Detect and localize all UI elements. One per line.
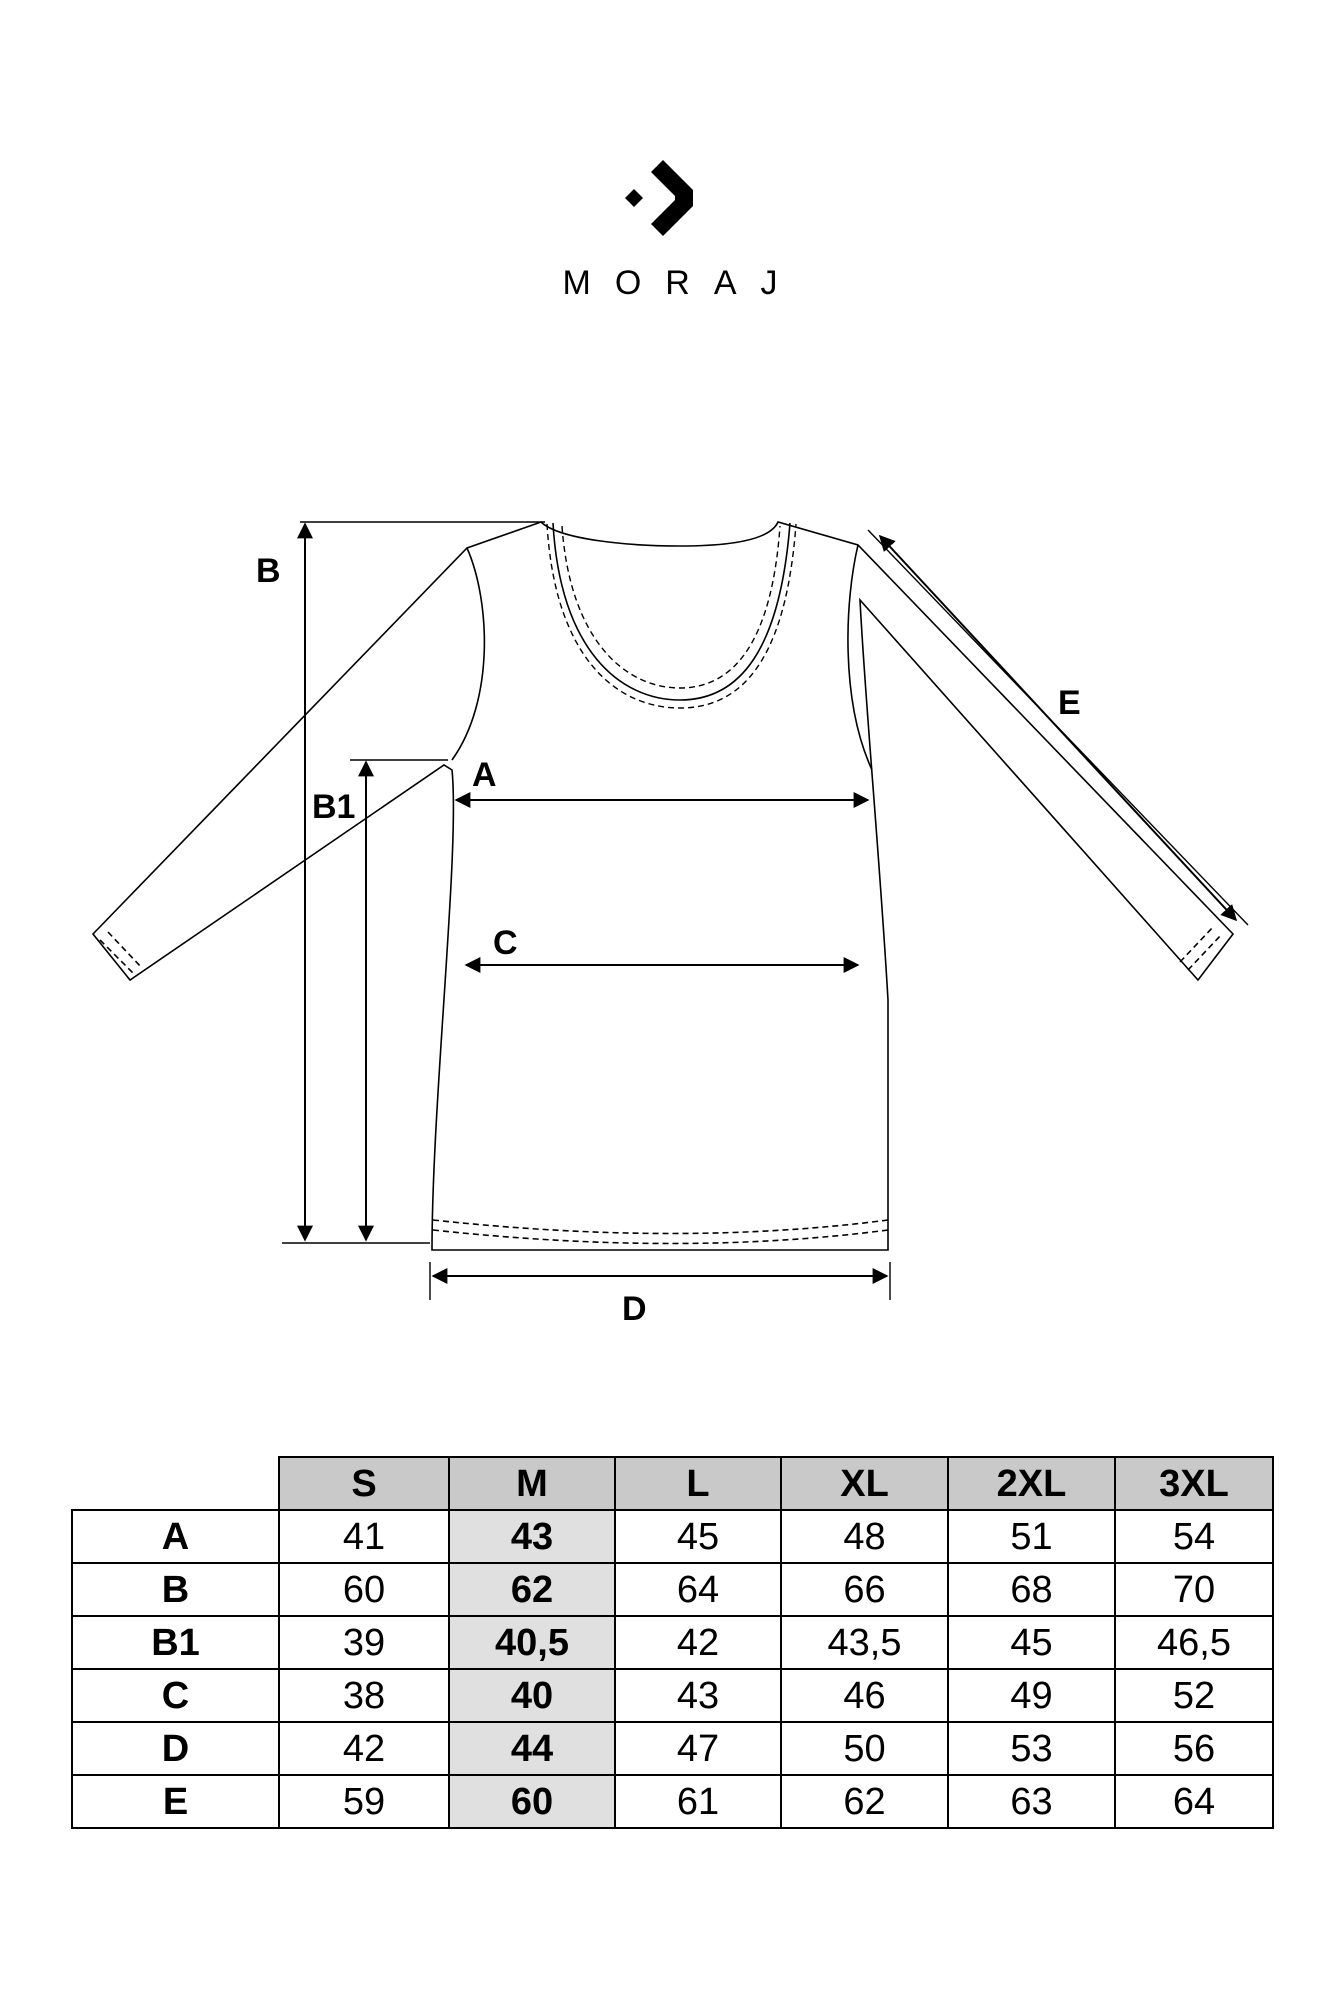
table-cell: 68: [948, 1563, 1115, 1616]
label-b: B: [256, 552, 281, 590]
table-cell: 52: [1115, 1669, 1273, 1722]
shirt-outline: [93, 522, 1233, 1250]
size-header-xl: XL: [781, 1457, 948, 1510]
table-cell: 64: [1115, 1775, 1273, 1828]
table-cell: 53: [948, 1722, 1115, 1775]
table-cell-highlight: 43: [449, 1510, 615, 1563]
table-cell: 62: [781, 1775, 948, 1828]
table-cell: 43,5: [781, 1616, 948, 1669]
table-cell: 54: [1115, 1510, 1273, 1563]
table-cell: 49: [948, 1669, 1115, 1722]
table-cell-highlight: 60: [449, 1775, 615, 1828]
table-cell-highlight: 40,5: [449, 1616, 615, 1669]
label-b1: B1: [312, 788, 356, 826]
table-cell: 66: [781, 1563, 948, 1616]
size-table: [71, 1456, 1274, 1829]
table-cell: 39: [279, 1616, 449, 1669]
table-cell: 59: [279, 1775, 449, 1828]
table-cell: 50: [781, 1722, 948, 1775]
table-row: [72, 1563, 1273, 1616]
table-cell: 41: [279, 1510, 449, 1563]
table-cell: 43: [615, 1669, 781, 1722]
table-cell-highlight: 62: [449, 1563, 615, 1616]
row-label: A: [72, 1510, 279, 1563]
size-header-s: S: [279, 1457, 449, 1510]
size-header-m: M: [449, 1457, 615, 1510]
row-label: E: [72, 1775, 279, 1828]
row-label: B: [72, 1563, 279, 1616]
table-cell: 47: [615, 1722, 781, 1775]
row-label: C: [72, 1669, 279, 1722]
table-cell-highlight: 44: [449, 1722, 615, 1775]
size-header-l: L: [615, 1457, 781, 1510]
size-header-3xl: 3XL: [1115, 1457, 1273, 1510]
table-cell: 42: [279, 1722, 449, 1775]
table-row: [72, 1616, 1273, 1669]
table-cell: 61: [615, 1775, 781, 1828]
table-cell: 60: [279, 1563, 449, 1616]
row-label: D: [72, 1722, 279, 1775]
table-cell: 46,5: [1115, 1616, 1273, 1669]
label-e: E: [1058, 684, 1081, 722]
table-row: [72, 1722, 1273, 1775]
table-cell: 70: [1115, 1563, 1273, 1616]
size-header-row: [72, 1457, 1273, 1510]
label-d: D: [622, 1290, 647, 1328]
size-header-2xl: 2XL: [948, 1457, 1115, 1510]
table-cell: 48: [781, 1510, 948, 1563]
table-cell: 45: [615, 1510, 781, 1563]
table-cell: 63: [948, 1775, 1115, 1828]
label-c: C: [493, 924, 518, 962]
label-a: A: [472, 756, 497, 794]
table-cell: 46: [781, 1669, 948, 1722]
table-cell: 64: [615, 1563, 781, 1616]
table-row: [72, 1775, 1273, 1828]
table-cell: 38: [279, 1669, 449, 1722]
table-cell: 42: [615, 1616, 781, 1669]
table-corner: [72, 1457, 279, 1510]
table-cell: 51: [948, 1510, 1115, 1563]
table-cell: 56: [1115, 1722, 1273, 1775]
table-cell: 45: [948, 1616, 1115, 1669]
table-cell-highlight: 40: [449, 1669, 615, 1722]
table-row: [72, 1510, 1273, 1563]
table-row: [72, 1669, 1273, 1722]
brand-name: MORAJ: [562, 264, 802, 302]
row-label: B1: [72, 1616, 279, 1669]
